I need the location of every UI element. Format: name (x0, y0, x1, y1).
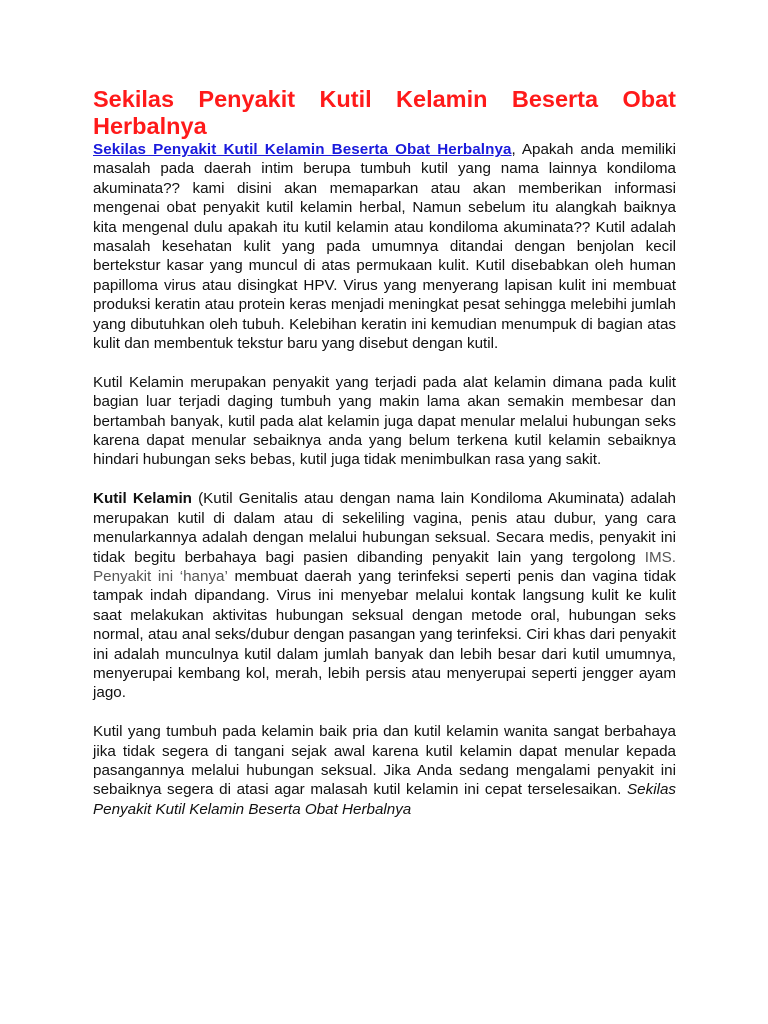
paragraph-text-b: membuat daerah yang terinfeksi seperti penis dan vagina tidak tampak indah dipandang. Virus ini menyebar melalui kontak langsung kulit ke kulit saat melakukan aktivitas hubungan seksual dengan metode oral, hubungan seks normal, atau anal seks/dubur dengan pasangan yang terinfeksi. Ciri khas dari penyakit ini adalah munculnya kutil dalam jumlah banyak dan lebih besar dari kutil umumnya, menyerupai kembang kol, merah, lebih persis atau menyerupai seperti jengger ayam jago. (93, 567, 676, 702)
closing-text: Kutil yang tumbuh pada kelamin baik pria dan kutil kelamin wanita sangat berbahaya jika tidak segera di tangani sejak awal karena kutil kelamin dapat menular kepada pasangannya melalui hubungan seksual. Jika Anda sedang mengalami penyakit ini sebaiknya segera di atasi agar malasah kutil kelamin ini cepat terselesaikan. (93, 723, 676, 799)
intro-text: , Apakah anda memiliki masalah pada daerah intim berupa tumbuh kutil yang nama lainnya kondiloma akuminata?? kami disini akan memaparkan atau akan memberikan informasi mengenai obat penyakit kutil kelamin herbal, Namun sebelum itu alangkah baiknya kita mengenal dulu apakah itu kutil kelamin atau kondiloma akuminata?? Kutil adalah masalah kesehatan kulit yang pada umumnya ditandai dengan benjolan kecil bertekstur kasar yang muncul di atas permukaan kulit. Kutil disebabkan oleh human papilloma virus atau disingkat HPV. Virus yang menyerang lapisan kulit ini membuat produksi keratin atau protein keras menjadi meningkat pesat sehingga melebihi jumlah yang dibutuhkan oleh tubuh. Kelebihan keratin ini kemudian menumpuk di bagian atas kulit dan membentuk tekstur baru yang disebut dengan kutil. (93, 141, 676, 353)
article-title: Sekilas Penyakit Kutil Kelamin Beserta Obat Herbalnya (93, 86, 676, 139)
document-page (93, 86, 676, 839)
intro-paragraph (93, 140, 676, 353)
paragraph-text-a: (Kutil Genitalis atau dengan nama lain Kondiloma Akuminata) adalah merupakan kutil di dalam atau di sekeliling vagina, penis atau dubur, yang cara menularkannya adalah dengan melalui hubungan seksual. Secara medis, penyakit ini tidak begitu berbahaya bagi pasien dibanding penyakit lain yang tergolong (93, 490, 676, 566)
bold-lead-term: Kutil Kelamin (93, 490, 192, 508)
paragraph-closing (93, 722, 676, 819)
article-title-link[interactable]: Sekilas Penyakit Kutil Kelamin Beserta Obat Herbalnya (93, 141, 512, 158)
article-body (93, 140, 676, 819)
light-text-ims: IMS. Penyakit ini ‘hanya’ (93, 548, 676, 585)
paragraph-kutil-kelamin-definition: Kutil Kelamin merupakan penyakit yang terjadi pada alat kelamin dimana pada kulit bagian luar terjadi daging tumbuh yang makin lama akan semakin membesar dan bertambah banyak, kutil pada alat kelamin juga dapat menular melalui hubungan seks karena dapat menular sebaiknya anda yang belum terkena kutil kelamin sebaiknya hindari hubungan seks bebas, kutil juga tidak menimbulkan rasa yang sakit. (93, 373, 676, 469)
closing-italic-title: Sekilas Penyakit Kutil Kelamin Beserta Obat Herbalnya (93, 781, 676, 818)
paragraph-kutil-genitalis (93, 489, 676, 702)
